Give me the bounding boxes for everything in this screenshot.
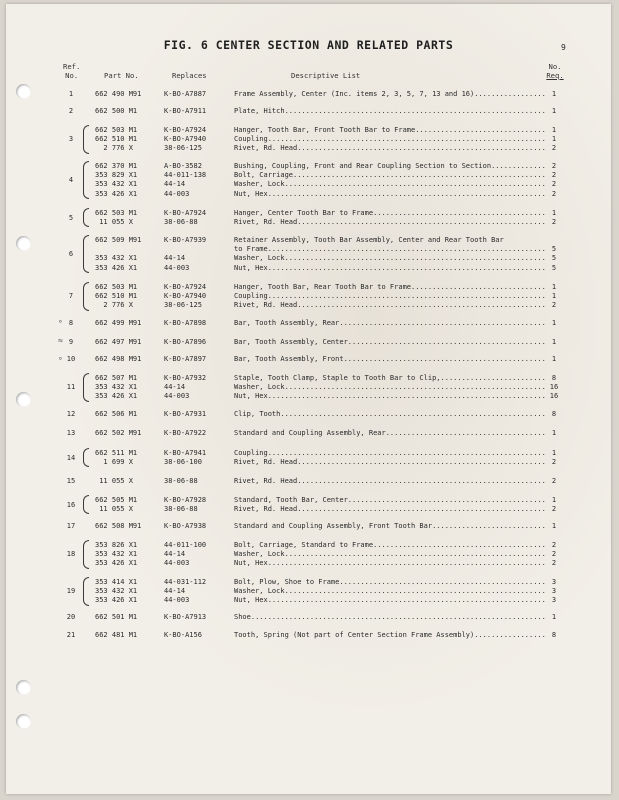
part-number: 662 505 M1	[95, 496, 138, 504]
quantity-required: 1	[551, 613, 557, 621]
page-number: 9	[561, 43, 566, 52]
replaces-code: K-BO-A7939	[164, 236, 207, 244]
replaces-code: K-BO-A7897	[164, 355, 207, 363]
replaces-code: K-BO-A7911	[164, 107, 207, 115]
quantity-required: 1	[551, 135, 557, 144]
quantity-required: 1	[551, 319, 557, 327]
part-number: 353 432 X1	[95, 180, 138, 189]
replaces-code: 44-14	[164, 550, 186, 559]
quantity-required: 1	[551, 522, 557, 530]
ref-number: 7	[68, 292, 74, 301]
part-description: Nut, Hex .....	[234, 190, 546, 198]
quantity-required: 1	[551, 355, 557, 363]
ref-number: 8	[68, 319, 74, 327]
replaces-code: K-BO-A7924	[164, 126, 207, 134]
part-number: 353 426 X1	[95, 392, 138, 401]
quantity-required: 16	[549, 383, 559, 392]
part-number: 662 510 M1	[95, 135, 138, 144]
replaces-code: 44-003	[164, 392, 190, 401]
part-number: 353 426 X1	[95, 559, 138, 568]
replaces-code: 44-003	[164, 559, 190, 568]
part-description: Washer, Lock .....	[234, 383, 546, 391]
replaces-code: 38-06-88	[164, 218, 198, 227]
replaces-code: 38-06-100	[164, 458, 202, 467]
table-row	[6, 613, 611, 623]
ref-number: 18	[66, 550, 76, 559]
parts-list-page	[6, 4, 611, 794]
ref-number: 19	[66, 587, 76, 596]
margin-mark: ∘	[58, 354, 63, 363]
replaces-code: 38-06-88	[164, 477, 198, 485]
quantity-required: 2	[551, 218, 557, 227]
part-number: 353 426 X1	[95, 189, 138, 198]
replaces-code: 44-14	[164, 254, 186, 263]
quantity-required: 2	[551, 162, 557, 170]
table-row	[6, 107, 611, 117]
ref-number: 1	[68, 90, 74, 98]
part-description: to Frame .....	[234, 245, 546, 253]
part-number: 11 055 X	[95, 218, 133, 227]
part-description: Rivet, Rd. Head .....	[234, 458, 546, 466]
part-description: Retainer Assembly, Tooth Bar Assembly, Center and Rear Tooth Bar	[234, 236, 504, 244]
part-description: Coupling .....	[234, 292, 546, 300]
quantity-required: 2	[551, 189, 557, 198]
replaces-code: K-BO-A7940	[164, 135, 207, 144]
page-title: FIG. 6 CENTER SECTION AND RELATED PARTS	[163, 38, 454, 52]
part-number: 662 507 M1	[95, 374, 138, 382]
part-description: Standard and Coupling Assembly, Front Tooth Bar .....	[234, 522, 546, 530]
replaces-code: 44-003	[164, 596, 190, 605]
part-description: Bolt, Carriage .....	[234, 171, 546, 179]
quantity-required: 2	[551, 541, 557, 549]
margin-mark: ≈	[58, 336, 63, 345]
part-description: Bushing, Coupling, Front and Rear Coupling Section to Section .....	[234, 162, 546, 170]
table-row	[6, 338, 611, 348]
punch-hole	[16, 714, 31, 729]
part-number: 353 414 X1	[95, 578, 138, 586]
header-req-line1: No.	[548, 62, 562, 71]
part-description: Washer, Lock .....	[234, 254, 546, 262]
ref-number: 13	[66, 429, 76, 437]
quantity-required: 1	[551, 209, 557, 217]
part-description: Frame Assembly, Center (Inc. items 2, 3, 5, 7, 13 and 16) .....	[234, 90, 546, 98]
replaces-code: K-BO-A7940	[164, 292, 207, 301]
ref-number: 14	[66, 453, 76, 462]
part-description: Nut, Hex .....	[234, 596, 546, 604]
replaces-code: K-BO-A7924	[164, 209, 207, 217]
part-description: Clip, Tooth .....	[234, 410, 546, 418]
quantity-required: 1	[551, 496, 557, 504]
quantity-required: 1	[551, 90, 557, 98]
part-number: 2 776 X	[95, 144, 133, 153]
punch-hole	[16, 680, 31, 695]
replaces-code: K-BO-A7898	[164, 319, 207, 327]
margin-mark: ∘	[58, 317, 63, 326]
ref-number: 5	[68, 213, 74, 222]
part-number: 353 426 X1	[95, 263, 138, 272]
part-description: Nut, Hex .....	[234, 559, 546, 567]
replaces-code: 44-14	[164, 587, 186, 596]
part-number: 1 699 X	[95, 458, 133, 467]
part-description: Nut, Hex .....	[234, 264, 546, 272]
quantity-required: 2	[551, 550, 557, 559]
replaces-code: K-BO-A7896	[164, 338, 207, 346]
part-number: 662 510 M1	[95, 292, 138, 301]
part-number: 662 511 M1	[95, 449, 138, 457]
part-number: 662 509 M91	[95, 236, 142, 244]
part-description: Washer, Lock .....	[234, 180, 546, 188]
part-description: Tooth, Spring (Not part of Center Section Frame Assembly) .....	[234, 631, 546, 639]
replaces-code: K-BO-A7887	[164, 90, 207, 98]
quantity-required: 1	[551, 107, 557, 115]
part-number: 662 503 M1	[95, 209, 138, 217]
part-description: Washer, Lock .....	[234, 550, 546, 558]
ref-number: 9	[68, 338, 74, 346]
table-row	[6, 559, 611, 569]
part-number: 11 055 X	[95, 505, 133, 514]
ref-number: 16	[66, 500, 76, 509]
table-row	[6, 90, 611, 100]
quantity-required: 8	[551, 631, 557, 639]
part-description: Hanger, Tooth Bar, Front Tooth Bar to Frame .....	[234, 126, 546, 134]
replaces-code: K-BO-A7928	[164, 496, 207, 504]
header-ref	[63, 62, 80, 80]
part-number: 353 432 X1	[95, 383, 138, 392]
table-row	[6, 477, 611, 487]
part-number: 662 497 M91	[95, 338, 142, 346]
quantity-required: 2	[551, 301, 557, 310]
part-description: Rivet, Rd. Head .....	[234, 301, 546, 309]
quantity-required: 2	[551, 477, 557, 485]
table-row	[6, 218, 611, 228]
part-description: Staple, Tooth Clamp, Staple to Tooth Bar to Clip, .....	[234, 374, 546, 382]
replaces-code: K-BO-A7931	[164, 410, 207, 418]
header-req-line2: Req.	[546, 71, 564, 80]
part-number: 662 481 M1	[95, 631, 138, 639]
part-description: Plate, Hitch .....	[234, 107, 546, 115]
quantity-required: 1	[551, 338, 557, 346]
part-number: 662 503 M1	[95, 283, 138, 291]
ref-number: 11	[66, 383, 76, 392]
quantity-required: 8	[551, 410, 557, 418]
replaces-code: 44-011-138	[164, 171, 207, 180]
header-ref-line2: No.	[65, 71, 79, 80]
part-description: Nut, Hex .....	[234, 392, 546, 400]
table-row	[6, 505, 611, 515]
replaces-code: 44-031-112	[164, 578, 207, 586]
part-number: 11 055 X	[95, 477, 133, 485]
part-number: 353 829 X1	[95, 171, 138, 180]
replaces-code: K-BO-A7938	[164, 522, 207, 530]
part-number: 662 508 M91	[95, 522, 142, 530]
replaces-code: K-BO-A7913	[164, 613, 207, 621]
quantity-required: 5	[551, 254, 557, 263]
part-number: 662 498 M91	[95, 355, 142, 363]
header-ref-line1: Ref.	[63, 62, 81, 71]
part-description: Rivet, Rd. Head .....	[234, 144, 546, 152]
replaces-code: K-BO-A7932	[164, 374, 207, 382]
quantity-required: 5	[551, 245, 557, 254]
replaces-code: 44-14	[164, 180, 186, 189]
quantity-required: 1	[551, 449, 557, 457]
table-row	[6, 319, 611, 329]
quantity-required: 5	[551, 263, 557, 272]
replaces-code: A-BO-3582	[164, 162, 202, 170]
part-description: Bolt, Carriage, Standard to Frame .....	[234, 541, 546, 549]
table-row	[6, 301, 611, 311]
quantity-required: 2	[551, 180, 557, 189]
part-number: 662 501 M1	[95, 613, 138, 621]
ref-number: 15	[66, 477, 76, 485]
part-description: Rivet, Rd. Head .....	[234, 477, 546, 485]
replaces-code: 44-14	[164, 383, 186, 392]
part-number: 662 502 M91	[95, 429, 142, 437]
quantity-required: 3	[551, 587, 557, 596]
part-number: 2 776 X	[95, 301, 133, 310]
quantity-required: 1	[551, 283, 557, 291]
replaces-code: 38-06-125	[164, 144, 202, 153]
replaces-code: K-BO-A7922	[164, 429, 207, 437]
replaces-code: 38-06-88	[164, 505, 198, 514]
replaces-code: K-BO-A7941	[164, 449, 207, 457]
quantity-required: 16	[549, 392, 559, 401]
table-row	[6, 190, 611, 200]
part-description: Coupling .....	[234, 449, 546, 457]
part-number: 353 826 X1	[95, 541, 138, 549]
part-number: 662 499 M91	[95, 319, 142, 327]
table-row	[6, 429, 611, 439]
header-number-required	[544, 62, 566, 80]
part-description: Coupling .....	[234, 135, 546, 143]
ref-number: 6	[68, 249, 74, 258]
replaces-code: K-BO-A156	[164, 631, 202, 639]
part-description: Bolt, Plow, Shoe to Frame .....	[234, 578, 546, 586]
table-row	[6, 392, 611, 402]
part-description: Bar, Tooth Assembly, Center .....	[234, 338, 546, 346]
ref-number: 2	[68, 107, 74, 115]
part-description: Rivet, Rd. Head .....	[234, 218, 546, 226]
quantity-required: 2	[551, 458, 557, 467]
ref-number: 3	[68, 135, 74, 144]
table-row	[6, 458, 611, 468]
ref-number: 12	[66, 410, 76, 418]
part-number: 353 426 X1	[95, 596, 138, 605]
quantity-required: 1	[551, 429, 557, 437]
header-replaces: Replaces	[172, 71, 207, 80]
part-description: Rivet, Rd. Head .....	[234, 505, 546, 513]
quantity-required: 2	[551, 505, 557, 514]
quantity-required: 2	[551, 144, 557, 153]
part-number: 662 500 M1	[95, 107, 138, 115]
part-description: Washer, Lock .....	[234, 587, 546, 595]
replaces-code: 44-003	[164, 189, 190, 198]
table-row	[6, 144, 611, 154]
table-row	[6, 264, 611, 274]
table-row	[6, 596, 611, 606]
part-description: Standard and Coupling Assembly, Rear .....	[234, 429, 546, 437]
part-description: Bar, Tooth Assembly, Front .....	[234, 355, 546, 363]
ref-number: 20	[66, 613, 76, 621]
part-number: 662 503 M1	[95, 126, 138, 134]
part-number: 662 506 M1	[95, 410, 138, 418]
table-row	[6, 631, 611, 641]
part-number: 662 490 M91	[95, 90, 142, 98]
part-description: Hanger, Center Tooth Bar to Frame .....	[234, 209, 546, 217]
quantity-required: 2	[551, 559, 557, 568]
table-row	[6, 355, 611, 365]
ref-number: 4	[68, 175, 74, 184]
table-row	[6, 522, 611, 532]
header-descriptive-list: Descriptive List	[291, 71, 361, 80]
part-number: 353 432 X1	[95, 587, 138, 596]
part-description: Hanger, Tooth Bar, Rear Tooth Bar to Frame .....	[234, 283, 546, 291]
quantity-required: 1	[551, 126, 557, 134]
replaces-code: 38-06-125	[164, 301, 202, 310]
part-description: Bar, Tooth Assembly, Rear .....	[234, 319, 546, 327]
table-row	[6, 410, 611, 420]
part-number: 353 432 X1	[95, 254, 138, 263]
part-description: Shoe .....	[234, 613, 546, 621]
part-number: 662 370 M1	[95, 162, 138, 170]
quantity-required: 3	[551, 578, 557, 586]
ref-number: 17	[66, 522, 76, 530]
part-number: 353 432 X1	[95, 550, 138, 559]
ref-number: 10	[66, 355, 76, 363]
replaces-code: K-BO-A7924	[164, 283, 207, 291]
part-description: Standard, Tooth Bar, Center .....	[234, 496, 546, 504]
quantity-required: 2	[551, 171, 557, 180]
replaces-code: 44-003	[164, 263, 190, 272]
quantity-required: 3	[551, 596, 557, 605]
header-part-no: Part No.	[104, 71, 139, 80]
ref-number: 21	[66, 631, 76, 639]
replaces-code: 44-011-100	[164, 541, 207, 549]
quantity-required: 8	[551, 374, 557, 382]
quantity-required: 1	[551, 292, 557, 301]
